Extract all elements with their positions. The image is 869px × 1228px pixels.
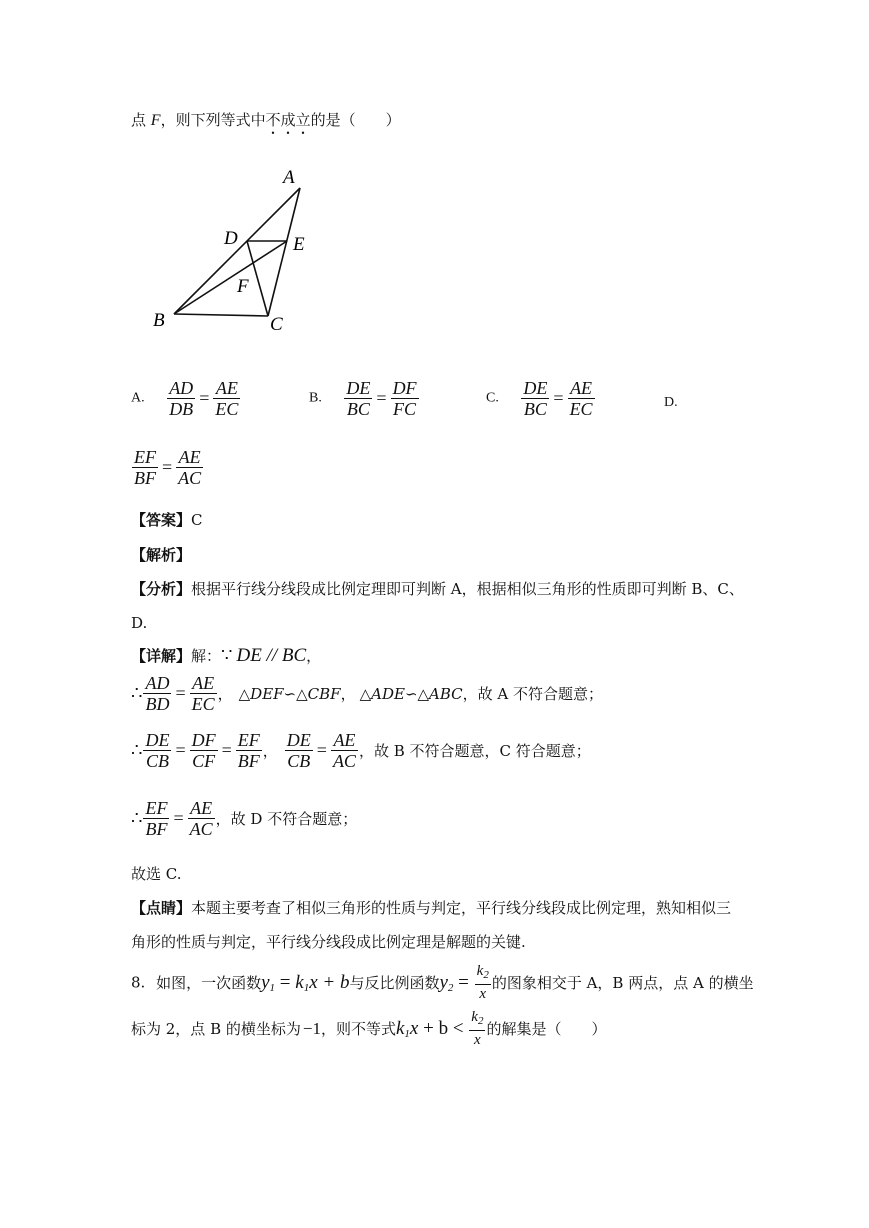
question-8-line-2: 标为 2，点 B 的横坐标为 −1，则不等式$k_1x + b$ < $\frac{k_2}{x}$ 的解集是（ ） xyxy=(131,1009,607,1048)
analysis-tag: 【解析】 xyxy=(131,546,192,564)
option-b[interactable]: B. $\frac{DE}{BC}$ = $\frac{DF}{FC}$ xyxy=(309,378,417,419)
point-label-b: B xyxy=(153,310,165,331)
option-d-label[interactable]: D. xyxy=(664,395,678,410)
point-label-e: E xyxy=(293,234,305,255)
point-label-d: D xyxy=(224,228,238,249)
detail-row-1: ∴ $\frac{AD}{BD}$ = $\frac{AE}{EC}$ ， △DEF∽△CBF， △ADE∽△ABC，故 A 不符合题意； xyxy=(131,673,604,714)
segment-bc xyxy=(174,314,268,316)
point-label-a: A xyxy=(283,167,295,188)
detail-row-2: ∴ $\frac{DE}{CB}$ = $\frac{DF}{CF}$ = $\frac{EF}{BF}$ ， $\frac{DE}{CB}$ = $\frac{AE}{AC}$ ，故 B 不符合题意，C 符合题意； xyxy=(131,730,591,771)
segment-dc xyxy=(247,241,268,316)
fenxi-line-1: 【分析】根据平行线分线段成比例定理即可判断 A，根据相似三角形的性质即可判断 B、C、 xyxy=(131,580,744,598)
detail-row-3: ∴ $\frac{EF}{BF}$ = $\frac{AE}{AC}$ ，故 D 不符合题意； xyxy=(131,798,358,839)
fenxi-line-2: D. xyxy=(131,614,148,632)
option-a[interactable]: A. $\frac{AD}{DB}$ = $\frac{AE}{EC}$ xyxy=(131,378,239,419)
emphasis-text: 不成立 xyxy=(265,111,311,129)
question-8-line-1: 8. 如图，一次函数$y_1 = k_1x + b$与反比例函数$y_2$ = $\frac{k_2}{x}$ 的图象相交于 A，B 两点，点 A 的横坐 xyxy=(131,963,754,1002)
question-intro: 点 F，则下列等式中不成立的是（ ） xyxy=(131,111,401,129)
dianjing-line-1: 【点睛】本题主要考查了相似三角形的性质与判定，平行线分线段成比例定理，熟知相似三 xyxy=(131,899,732,917)
answer-line: 【答案】C xyxy=(131,511,203,529)
conclusion-line: 故选 C. xyxy=(131,865,182,883)
segment-be xyxy=(174,241,287,314)
point-label-c: C xyxy=(270,314,283,335)
detail-line: 【详解】解：∵ DE // BC， xyxy=(131,645,322,666)
option-c[interactable]: C. $\frac{DE}{BC}$ = $\frac{AE}{EC}$ xyxy=(486,378,593,419)
option-d[interactable]: $\frac{EF}{BF}$ = $\frac{AE}{AC}$ xyxy=(134,447,202,488)
point-label-f: F xyxy=(237,276,249,297)
dianjing-line-2: 角形的性质与判定，平行线分线段成比例定理是解题的关键. xyxy=(131,933,526,951)
triangle-figure xyxy=(140,160,330,340)
